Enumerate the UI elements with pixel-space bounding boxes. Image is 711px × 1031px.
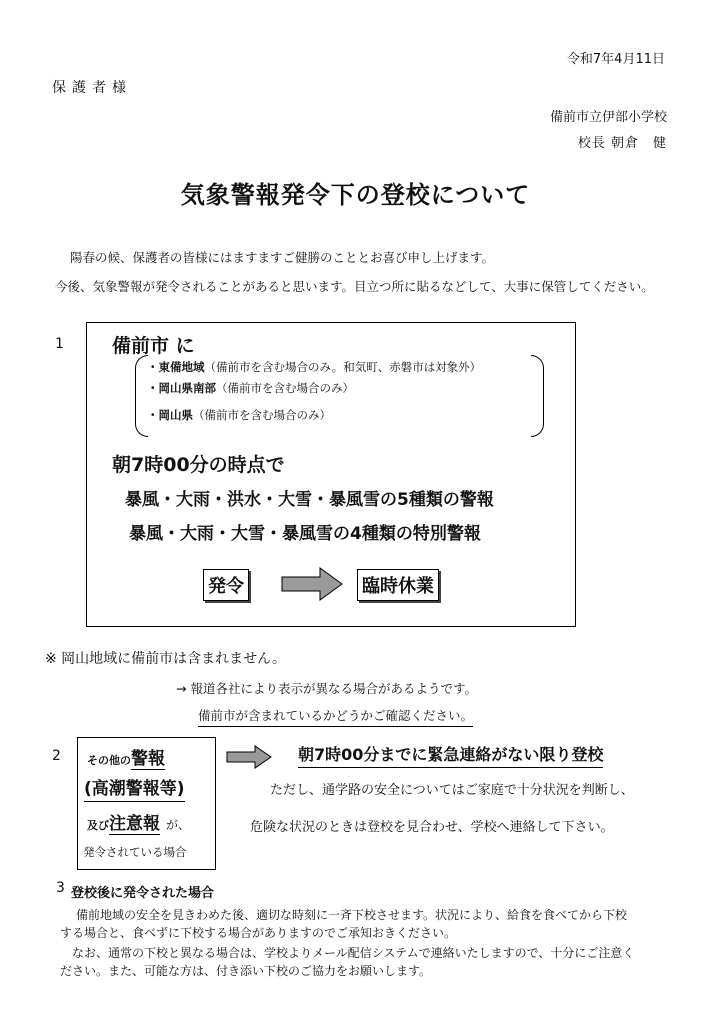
- special-warnings-4-types: 暴風・大雨・大雪・暴風雪の4種類の特別警報: [129, 524, 481, 544]
- area-note: （備前市を含む場合のみ）: [216, 381, 354, 395]
- warnings-5-types: 暴風・大雨・洪水・大雪・暴風雪の5種類の警報: [125, 490, 494, 510]
- section2-number: 2: [52, 748, 61, 764]
- intro-line-1: 陽春の候、保護者の皆様にはますますご健勝のこととお喜び申し上げます。: [70, 250, 495, 265]
- area-name: ・東備地域: [147, 360, 205, 374]
- note-media: → 報道各社により表示が異なる場合があるようです。: [176, 681, 477, 696]
- section3-line: ださい。また、可能な方は、付き添い下校のご協力をお願いします。: [60, 964, 432, 978]
- other-label: その他の: [87, 754, 131, 767]
- and-label: 及び: [87, 819, 109, 832]
- area-item: [147, 380, 354, 396]
- principal-name: 校長 朝倉 健: [577, 136, 667, 151]
- time-condition: 朝7時00分の時点で: [112, 454, 285, 476]
- right-arrow-icon: [225, 745, 273, 769]
- area-name: ・岡山県南部: [147, 381, 216, 395]
- area-note: （備前市を含む場合のみ）: [193, 408, 331, 422]
- advisory-label: 注意報: [109, 814, 160, 834]
- date: 令和7年4月11日: [566, 52, 665, 67]
- school-name: 備前市立伊部小学校: [549, 110, 667, 125]
- storm-surge-label: (高潮警報等): [84, 774, 185, 802]
- right-arrow-icon: [280, 566, 344, 602]
- area-name: ・岡山県: [147, 408, 193, 422]
- section1-box: [86, 322, 576, 627]
- area-note: （備前市を含む場合のみ。和気町、赤磐市は対象外）: [204, 360, 482, 374]
- section3-line: する場合と、食べずに下校する場合がありますのでご承知おきください。: [60, 926, 457, 940]
- section1-city: 備前市 に: [112, 335, 195, 357]
- section1-number: 1: [55, 336, 64, 352]
- area-item: [147, 359, 481, 375]
- note-okayama-region: ※ 岡山地域に備前市は含まれません。: [45, 651, 287, 667]
- advisory-line: [87, 809, 190, 834]
- warning-label: 警報: [131, 749, 165, 769]
- issued-label: 発令: [203, 569, 249, 601]
- section3-line: なお、通常の下校と異なる場合は、学校よりメール配信システムで連絡いたしますので、十分にご注意く: [72, 946, 635, 960]
- section2-headline: 朝7時00分までに緊急連絡がない限り登校: [298, 742, 603, 768]
- section3-line: 備前地域の安全を見きわめた後、適切な時刻に一斉下校させます。状況により、給食を食べてから下校: [76, 908, 628, 922]
- section2-box: [77, 737, 216, 870]
- section3-number: 3: [56, 880, 65, 896]
- intro-line-2: 今後、気象警報が発令されることがあると思います。目立つ所に貼るなどして、大事に保管してください。: [55, 279, 654, 294]
- temporary-closure-label: 臨時休業: [357, 569, 439, 601]
- issued-case-label: 発令されている場合: [83, 845, 187, 859]
- document-title: 気象警報発令下の登校について: [180, 181, 531, 209]
- section3-heading: 登校後に発令された場合: [71, 886, 215, 901]
- ga-label: が、: [166, 818, 191, 832]
- bracket-right: [531, 355, 544, 437]
- area-item: [147, 407, 331, 423]
- note-confirm: 備前市が含まれているかどうかご確認ください。: [198, 706, 473, 727]
- addressee: 保護者様: [52, 80, 132, 96]
- section2-paragraph-1: ただし、通学路の安全についてはご家庭で十分状況を判断し、: [270, 783, 634, 798]
- section2-paragraph-2: 危険な状況のときは登校を見合わせ、学校へ連絡して下さい。: [250, 820, 614, 835]
- other-warnings: [87, 744, 165, 769]
